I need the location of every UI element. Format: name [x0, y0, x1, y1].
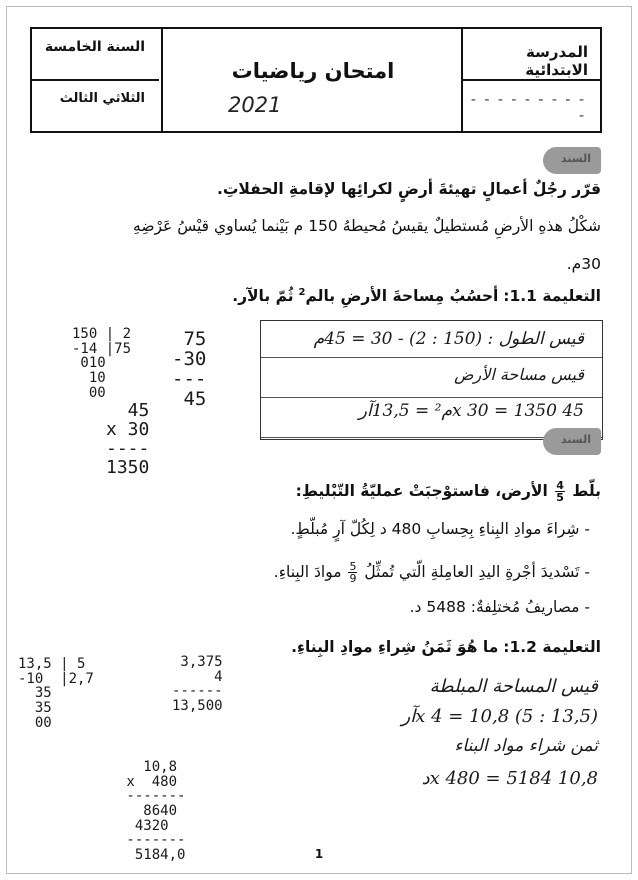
handwritten-date: 2021 — [228, 93, 282, 117]
support-line-2: شكْلُ هذهِ الأرضِ مُستطيلٌ يقيسُ مُحيطهُ 150 م بَيْنما يُساوي قيْسُ عَرْضِهِ — [133, 217, 601, 235]
scratch-division-2: 13,5 | 5 -10 |2,7 35 35 00 — [18, 656, 94, 731]
bullet-2-post: موادَ البِناءِ. — [273, 563, 342, 581]
instruction-label: التعليمة 1.1: — [503, 287, 601, 306]
bullet-2-pre: - تَسْديدَ أجْرةِ اليدِ العامِلةِ الّتي تُمثِّلُ — [364, 563, 590, 581]
answer-1-line-1: قيس الطول : (150 : 2) - 30 = 45م — [313, 329, 584, 349]
instruction-text: أحسُبُ مِساحةَ الأرضِ بالم — [305, 287, 499, 306]
answer-rule — [261, 357, 602, 358]
grade-cell — [32, 29, 159, 131]
answer-box-1 — [260, 320, 603, 440]
section-tag-1: السند — [543, 147, 601, 174]
intro-post: الأرض، فاستوْجبَتْ عمليّةُ التّبْليطِ: — [295, 482, 548, 500]
page-number: 1 — [314, 847, 324, 861]
fraction-5-9: $\frac{5}{9}$ — [349, 560, 357, 585]
bullet-3: - مصاريفُ مُختلِفةٌ: 5488 د. — [409, 598, 590, 616]
header-divider — [463, 79, 600, 81]
support-2-intro — [296, 480, 601, 503]
fraction-4-5: $\frac{4}{5}$ — [556, 479, 564, 504]
term-label: الثلاثي الثالث — [59, 91, 145, 106]
scratch-multiplication-3: 10,8 x 480 ------- 8640 4320 ------- 5184,0 — [126, 759, 186, 864]
bullet-2 — [274, 561, 590, 584]
instruction-end: ثُمّ بالآر. — [232, 287, 294, 306]
school-name: المدرسة الابتدائية — [525, 43, 588, 79]
instruction-label-2: التعليمة 1.2: — [503, 638, 601, 656]
answer-2-line-1: قيس المساحة المبلطة — [429, 676, 598, 697]
support-line-1: قرّر رجُلٌ أعمالٍ تهيئةَ أرضٍ لكرائِها لإقامةِ الحفلاتِ. — [216, 180, 601, 198]
answer-1-line-3: 45 x 30 = 1350م² = 13,5آر — [358, 401, 584, 421]
intro-pre: بلّط — [572, 482, 601, 500]
scratch-division-1: 150 | 2 -14 |75 010 10 00 — [72, 326, 132, 401]
instruction-1-2 — [291, 638, 601, 656]
header-divider-left — [32, 79, 159, 81]
exam-title: امتحان رياضيات — [231, 59, 395, 83]
scratch-multiplication-2: 3,375 4 ------ 13,500 — [172, 654, 223, 715]
scratch-multiplication-1: 45 x 30 ---- 1350 — [106, 400, 150, 478]
scratch-subtraction-1: 75 -30 --- 45 — [172, 328, 207, 410]
support-line-3: 30م. — [566, 255, 601, 273]
bullet-1: - شِراءَ موادِ البِناءِ بِحِسابِ 480 د لِكُلّ آرٍ مُبلّطٍ. — [290, 520, 590, 538]
answer-2-line-4: 10,8 x 480 = 5184د — [421, 768, 598, 789]
answer-2-line-2: (13,5 : 5) x 4 = 10,8آر — [401, 706, 598, 727]
school-blank: - - - - - - - - - - — [470, 92, 586, 124]
answer-2-line-3: ثمن شراء مواد البناء — [454, 736, 598, 756]
grade-label: السنة الخامسة — [44, 39, 145, 55]
instruction-1-1 — [232, 287, 601, 305]
section-tag-2: السند — [543, 428, 601, 455]
title-cell — [161, 29, 463, 131]
instruction-superscript: 2 — [298, 287, 306, 298]
instruction-text-2: ما هُوَ ثَمَنُ شِراءِ موادِ البِناءِ. — [291, 638, 499, 656]
exam-header — [30, 27, 602, 133]
school-cell — [461, 29, 600, 131]
answer-1-line-2: قيس مساحة الأرض — [454, 365, 584, 384]
answer-rule — [261, 397, 602, 398]
